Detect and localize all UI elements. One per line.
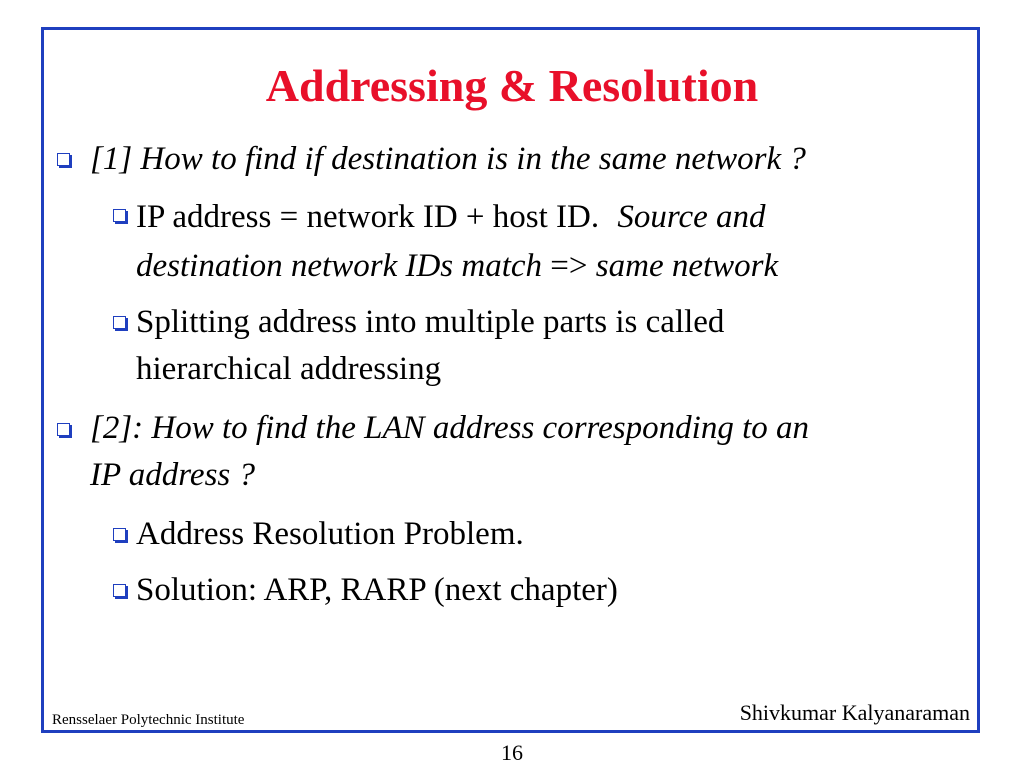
bullet-2-line1: [2]: How to find the LAN address corresponding to an bbox=[90, 410, 809, 446]
footer-author: Shivkumar Kalyanaraman bbox=[739, 700, 970, 725]
sub-bullet-2-1-text: Address Resolution Problem. bbox=[136, 516, 524, 552]
sub-bullet-box-icon bbox=[113, 528, 126, 541]
sub-bullet-1-1-italic-a: destination network IDs match bbox=[136, 248, 543, 284]
sub-bullet-1-2-line2: hierarchical addressing bbox=[136, 351, 442, 387]
bullet-box-icon bbox=[57, 153, 70, 166]
sub-bullet-1-1-line1 bbox=[136, 194, 766, 241]
sub-bullet-1-1-plain: IP address = network ID + host ID. bbox=[136, 199, 600, 235]
bullet-box-icon bbox=[57, 423, 70, 436]
sub-bullet-box-icon bbox=[113, 316, 126, 329]
slide-title: Addressing & Resolution bbox=[265, 60, 759, 111]
sub-bullet-box-icon bbox=[113, 209, 126, 222]
page-number: 16 bbox=[501, 740, 523, 765]
sub-bullet-1-1-italic: Source and bbox=[617, 199, 766, 235]
sub-bullet-1-1-arrow: => bbox=[550, 248, 588, 284]
footer-institute: Rensselaer Polytechnic Institute bbox=[52, 712, 245, 728]
bullet-2-line2: IP address ? bbox=[90, 457, 255, 493]
sub-bullet-1-1-italic-b: same network bbox=[595, 248, 779, 284]
bullet-1-text: [1] How to find if destination is in the same network ? bbox=[90, 141, 806, 177]
sub-bullet-box-icon bbox=[113, 584, 126, 597]
sub-bullet-1-1-line2 bbox=[136, 243, 778, 290]
sub-bullet-1-2-line1: Splitting address into multiple parts is called bbox=[136, 304, 725, 340]
sub-bullet-2-2-text: Solution: ARP, RARP (next chapter) bbox=[136, 572, 618, 608]
